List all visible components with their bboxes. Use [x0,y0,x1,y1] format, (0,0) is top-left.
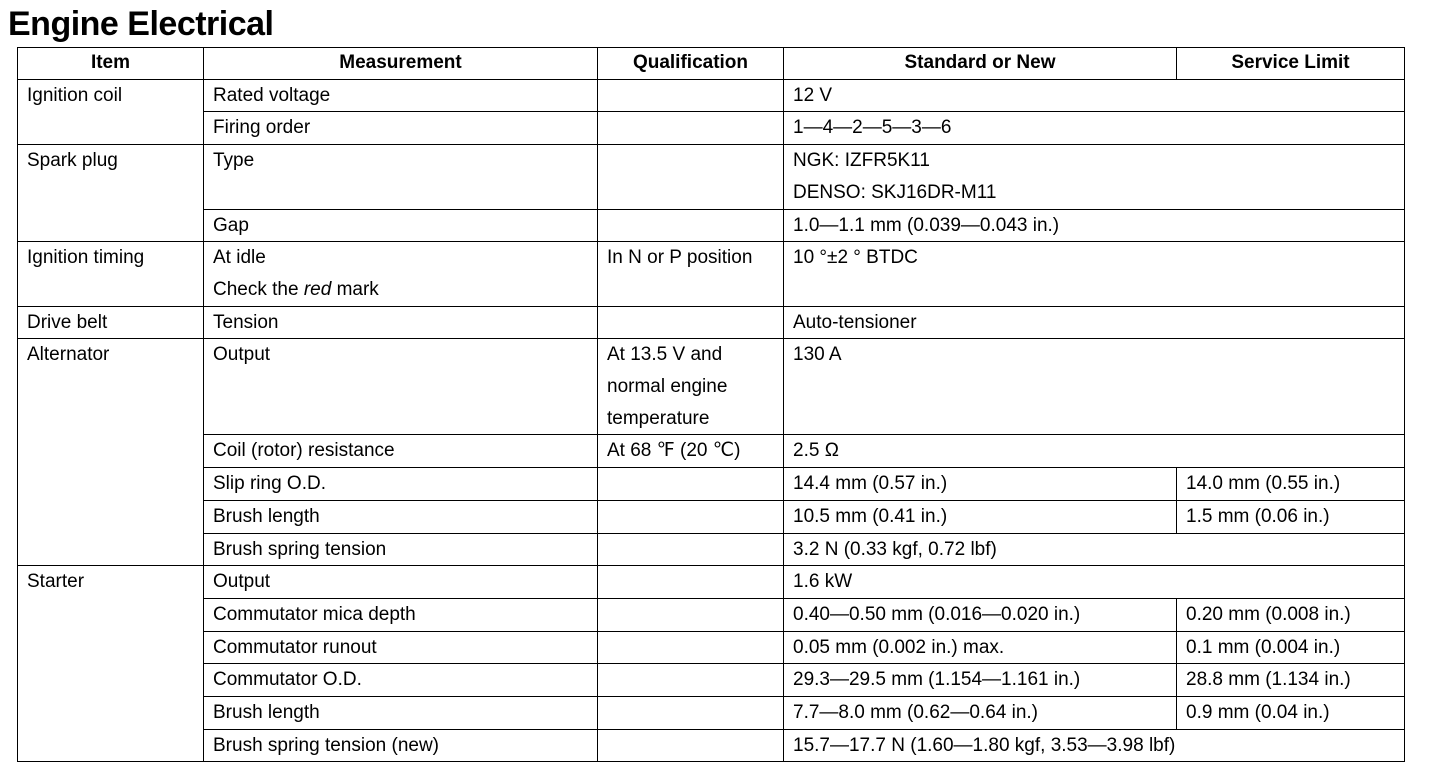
service-limit-cell: 0.9 mm (0.04 in.) [1177,697,1405,730]
qualification-cell [598,112,784,145]
service-limit-cell: 14.0 mm (0.55 in.) [1177,468,1405,501]
item-starter: Starter [18,566,204,762]
qualification-cell [598,598,784,631]
measurement-cell: Output [204,566,598,599]
measurement-cell: Gap [204,209,598,242]
header-item: Item [18,48,204,80]
table-row [18,631,1405,664]
measurement-cell: Commutator runout [204,631,598,664]
service-limit-cell: 0.1 mm (0.004 in.) [1177,631,1405,664]
standard-cell: 0.40—0.50 mm (0.016—0.020 in.) [784,598,1177,631]
table-row [18,664,1405,697]
measurement-cell: Commutator mica depth [204,598,598,631]
service-limit-cell: 1.5 mm (0.06 in.) [1177,500,1405,533]
measurement-cell: Output [204,339,598,435]
qualification-cell: At 68 ℉ (20 ℃) [598,435,784,468]
qualification-line: normal engine [607,376,728,398]
spec-table [17,47,1405,762]
table-row [18,697,1405,730]
service-limit-cell: 28.8 mm (1.134 in.) [1177,664,1405,697]
measurement-cell: Brush length [204,697,598,730]
standard-cell: 1.6 kW [784,566,1405,599]
header-standard: Standard or New [784,48,1177,80]
table-row [18,145,1405,209]
measurement-cell: Brush spring tension (new) [204,729,598,762]
standard-cell: 29.3—29.5 mm (1.154—1.161 in.) [784,664,1177,697]
table-row [18,209,1405,242]
qualification-cell [598,306,784,339]
page-title: Engine Electrical [8,5,274,43]
qualification-cell [598,729,784,762]
standard-line: NGK: IZFR5K11 [793,150,930,172]
header-qualification: Qualification [598,48,784,80]
standard-cell: 130 A [784,339,1405,435]
measurement-cell: Type [204,145,598,209]
measurement-cell: Tension [204,306,598,339]
table-row [18,729,1405,762]
item-alternator: Alternator [18,339,204,566]
measurement-cell: Slip ring O.D. [204,468,598,501]
qualification-cell: In N or P position [598,242,784,306]
measurement-text: Check the [213,278,304,300]
table-row [18,435,1405,468]
standard-cell: 12 V [784,79,1405,112]
qualification-cell [598,566,784,599]
table-row [18,306,1405,339]
qualification-line: At 13.5 V and [607,344,723,366]
measurement-cell: Rated voltage [204,79,598,112]
measurement-cell [204,242,598,306]
item-drive-belt: Drive belt [18,306,204,339]
standard-cell: 14.4 mm (0.57 in.) [784,468,1177,501]
standard-cell: Auto-tensioner [784,306,1405,339]
header-row [18,48,1405,80]
qualification-cell [598,500,784,533]
item-ignition-coil: Ignition coil [18,79,204,144]
standard-cell: 2.5 Ω [784,435,1405,468]
measurement-line [213,274,597,306]
table-row [18,566,1405,599]
qualification-cell [598,339,784,435]
item-spark-plug: Spark plug [18,145,204,242]
qualification-line: temperature [607,407,710,429]
header-measurement: Measurement [204,48,598,80]
table-row [18,500,1405,533]
measurement-cell: Brush spring tension [204,533,598,566]
item-ignition-timing: Ignition timing [18,242,204,306]
table-row [18,112,1405,145]
measurement-cell: Firing order [204,112,598,145]
qualification-cell [598,631,784,664]
standard-line: DENSO: SKJ16DR-M11 [793,181,997,203]
qualification-cell [598,145,784,209]
table-row [18,339,1405,435]
service-limit-cell: 0.20 mm (0.008 in.) [1177,598,1405,631]
standard-cell: 3.2 N (0.33 kgf, 0.72 lbf) [784,533,1405,566]
table-row [18,598,1405,631]
header-service-limit: Service Limit [1177,48,1405,80]
qualification-cell [598,79,784,112]
measurement-cell: Commutator O.D. [204,664,598,697]
table-row [18,468,1405,501]
qualification-cell [598,533,784,566]
standard-cell: 10.5 mm (0.41 in.) [784,500,1177,533]
standard-cell: 0.05 mm (0.002 in.) max. [784,631,1177,664]
qualification-cell [598,664,784,697]
measurement-cell: Brush length [204,500,598,533]
qualification-cell [598,468,784,501]
red-mark-text: red [303,278,332,300]
standard-cell [784,145,1405,209]
measurement-line: At idle [213,247,266,269]
standard-cell: 1—4—2—5—3—6 [784,112,1405,145]
table-row [18,242,1405,306]
qualification-cell [598,209,784,242]
standard-cell: 10 °±2 ° BTDC [784,242,1405,306]
table-row [18,79,1405,112]
measurement-cell: Coil (rotor) resistance [204,435,598,468]
table-row [18,533,1405,566]
standard-cell: 15.7—17.7 N (1.60—1.80 kgf, 3.53—3.98 lbf) [784,729,1405,762]
measurement-text: mark [331,278,379,300]
qualification-cell [598,697,784,730]
standard-cell: 7.7—8.0 mm (0.62—0.64 in.) [784,697,1177,730]
standard-cell: 1.0—1.1 mm (0.039—0.043 in.) [784,209,1405,242]
